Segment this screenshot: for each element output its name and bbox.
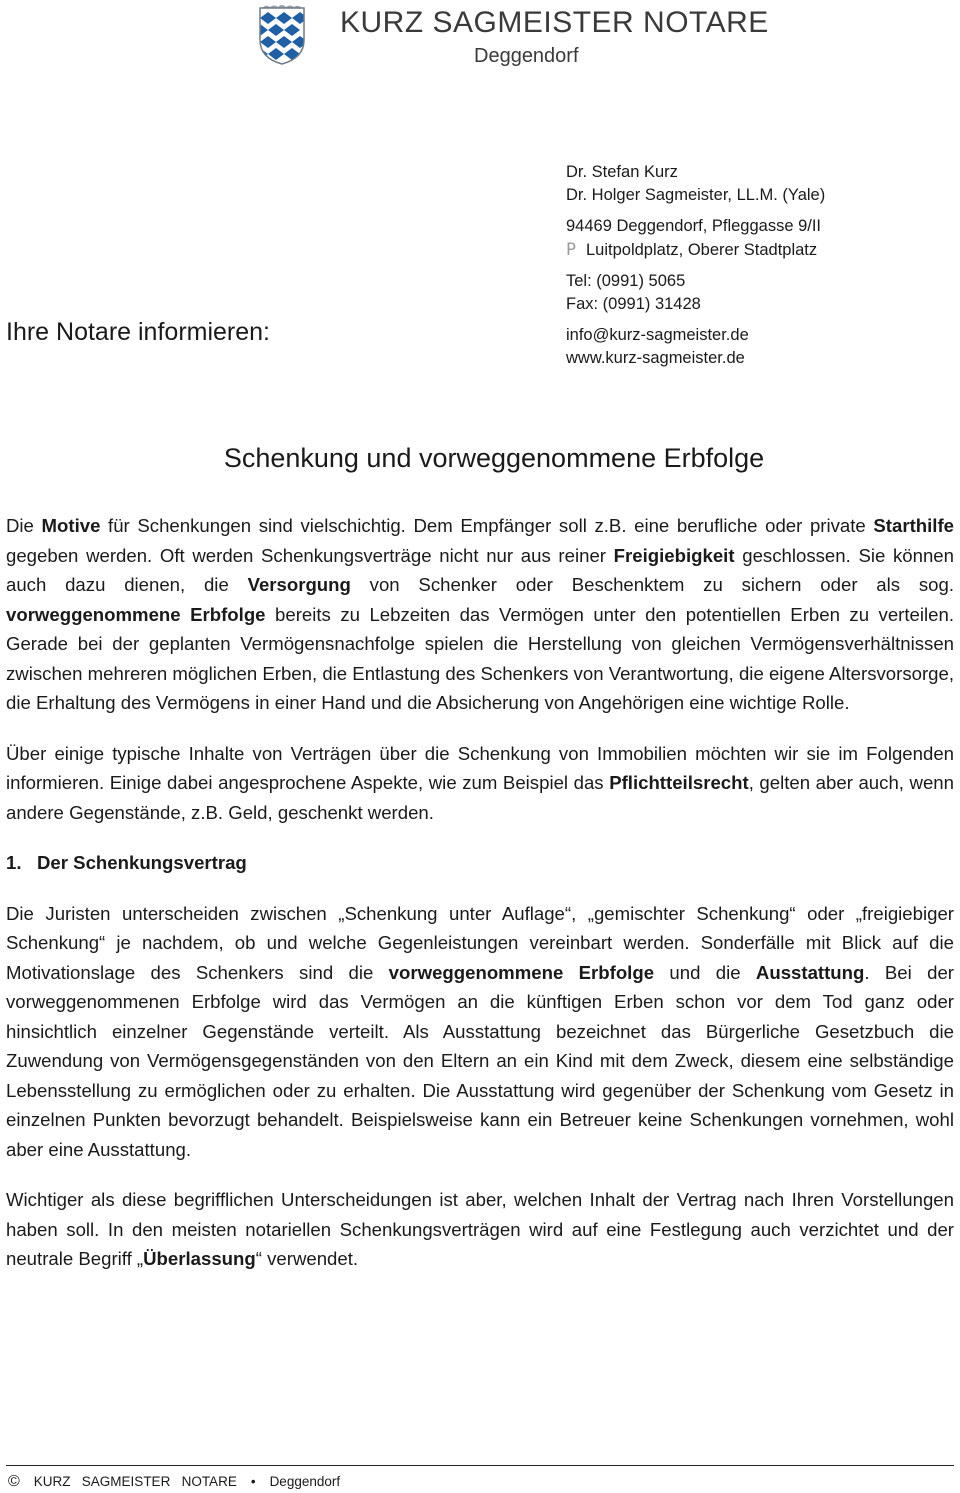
paragraph-intro-contracts [6, 739, 954, 828]
text-run: geschlossen. Sie können auch dazu dienen, die [6, 544, 954, 595]
text-run: gegeben werden. Oft werden Schenkungsverträge nicht nur aus reiner [6, 544, 614, 566]
text-run: bereits zu Lebzeiten das Vermögen unter den potentiellen Erben zu verteilen. Gerade bei der geplanten Vermögensnachfolge spielen die Herstellung von gleichen Vermögensverhältnissen zwischen mehreren möglichen Erben, die Entlastung des Schenkers von Verantwortung, die eigene Altersvorsorge, die Erhaltung des Vermögens in einer Hand und die Absicherung von Angehörigen eine wichtige Rolle. [6, 603, 954, 713]
notary-names [566, 161, 825, 207]
address-group [566, 215, 825, 262]
footer-city: Deggendorf [269, 1474, 341, 1489]
section-heading-text: 1. Der Schenkungsvertrag [6, 852, 247, 873]
intro-heading: Ihre Notare informieren: [6, 318, 271, 346]
parking-icon: P [566, 240, 576, 259]
bold-term: Pflichtteilsrecht [609, 772, 749, 793]
text-run: , gelten aber auch, wenn andere Gegenstände, z.B. Geld, geschenkt werden. [6, 772, 954, 823]
email-link[interactable]: info@kurz-sagmeister.de [566, 326, 749, 344]
footer-bullet: • [250, 1474, 256, 1489]
text-run: Die [6, 515, 42, 536]
firm-city: Deggendorf [474, 45, 579, 67]
notary-name: Dr. Stefan Kurz [566, 163, 678, 181]
document-body [6, 511, 954, 1295]
bold-term: Freigiebigkeit [613, 544, 735, 566]
parking-text: Luitpoldplatz, Oberer Stadtplatz [586, 241, 818, 259]
firm-name: KURZ SAGMEISTER NOTARE [340, 6, 769, 39]
telephone: Tel: (0991) 5065 [566, 272, 686, 290]
paragraph-contract-content [6, 1185, 954, 1274]
text-run: Wichtiger als diese begrifflichen Unterscheidungen ist aber, welchen Inhalt der Vertrag nach Ihren Vorstellungen haben soll. In den meisten notariellen Schenkungsverträgen wird auf eine Festlegung auch verzichtet und der neutrale Begriff „ [6, 1189, 954, 1269]
online-group [566, 324, 825, 370]
website-link[interactable]: www.kurz-sagmeister.de [566, 349, 745, 367]
text-run: . Bei der vorweggenommenen Erbfolge wird das Vermögen an die künftigen Erben schon vor dem Tod ganz oder hinsichtlich einzelner Gegenstände verteilt. Als Ausstattung bezeichnet das Bürgerliche Gesetzbuch die Zuwendung von Vermögensgegenständen von den Eltern an ein Kind mit dem Zweck, diesem eine selbständige Lebensstellung zu ermöglichen oder zu erhalten. Die Ausstattung wird gegenüber der Schenkung vom Gesetz in einzelnen Punkten bevorzugt behandelt. Beispielsweise kann ein Betreuer keine Schenkungen vornehmen, wohl aber eine Ausstattung. [6, 961, 954, 1160]
parking-info [566, 238, 825, 262]
bold-term: vorweggenommene Erbfolge [388, 961, 655, 983]
bold-term: vorweggenommene Erbfolge [6, 603, 266, 625]
bold-term: Motive [41, 515, 101, 536]
text-run: “ verwendet. [255, 1248, 359, 1269]
notary-name: Dr. Holger Sagmeister, LL.M. (Yale) [566, 186, 826, 204]
bold-term: Versorgung [247, 574, 351, 595]
fax: Fax: (0991) 31428 [566, 295, 701, 313]
street-address: 94469 Deggendorf, Pfleggasse 9/II [566, 217, 822, 235]
section-heading [6, 848, 954, 878]
text-run: Über einige typische Inhalte von Verträgen über die Schenkung von Immobilien möchten wir sie im Folgenden informieren. Einige dabei angesprochene Aspekte, wie zum Beispiel das [6, 742, 954, 793]
document-title: Schenkung und vorweggenommene Erbfolge [223, 443, 765, 473]
contact-block [566, 161, 825, 370]
text-run: für Schenkungen sind vielschichtig. Dem Empfänger soll z.B. eine berufliche oder private [100, 515, 874, 536]
text-run: von Schenker oder Beschenktem zu sichern oder als sog. [350, 574, 954, 595]
bavarian-crest-logo [258, 4, 306, 66]
footer-divider [6, 1465, 954, 1466]
bold-term: Ausstattung [755, 961, 865, 983]
footer [8, 1473, 340, 1491]
text-run: Die Juristen unterscheiden zwischen „Schenkung unter Auflage“, „gemischter Schenkung“ oder „freigiebiger Schenkung“ je nachdem, ob und welche Gegenleistungen vereinbart werden. Sonderfälle mit Blick auf die Motivationslage des Schenkers sind die [6, 902, 954, 983]
footer-firm: KURZ SAGMEISTER NOTARE [33, 1474, 237, 1489]
phone-group [566, 270, 825, 316]
bold-term: Starthilfe [873, 515, 954, 536]
copyright-icon: © [8, 1473, 20, 1490]
paragraph-motives [6, 511, 954, 718]
bold-term: Überlassung [143, 1248, 256, 1269]
text-run: und die [654, 961, 756, 983]
paragraph-contract-types [6, 899, 954, 1165]
